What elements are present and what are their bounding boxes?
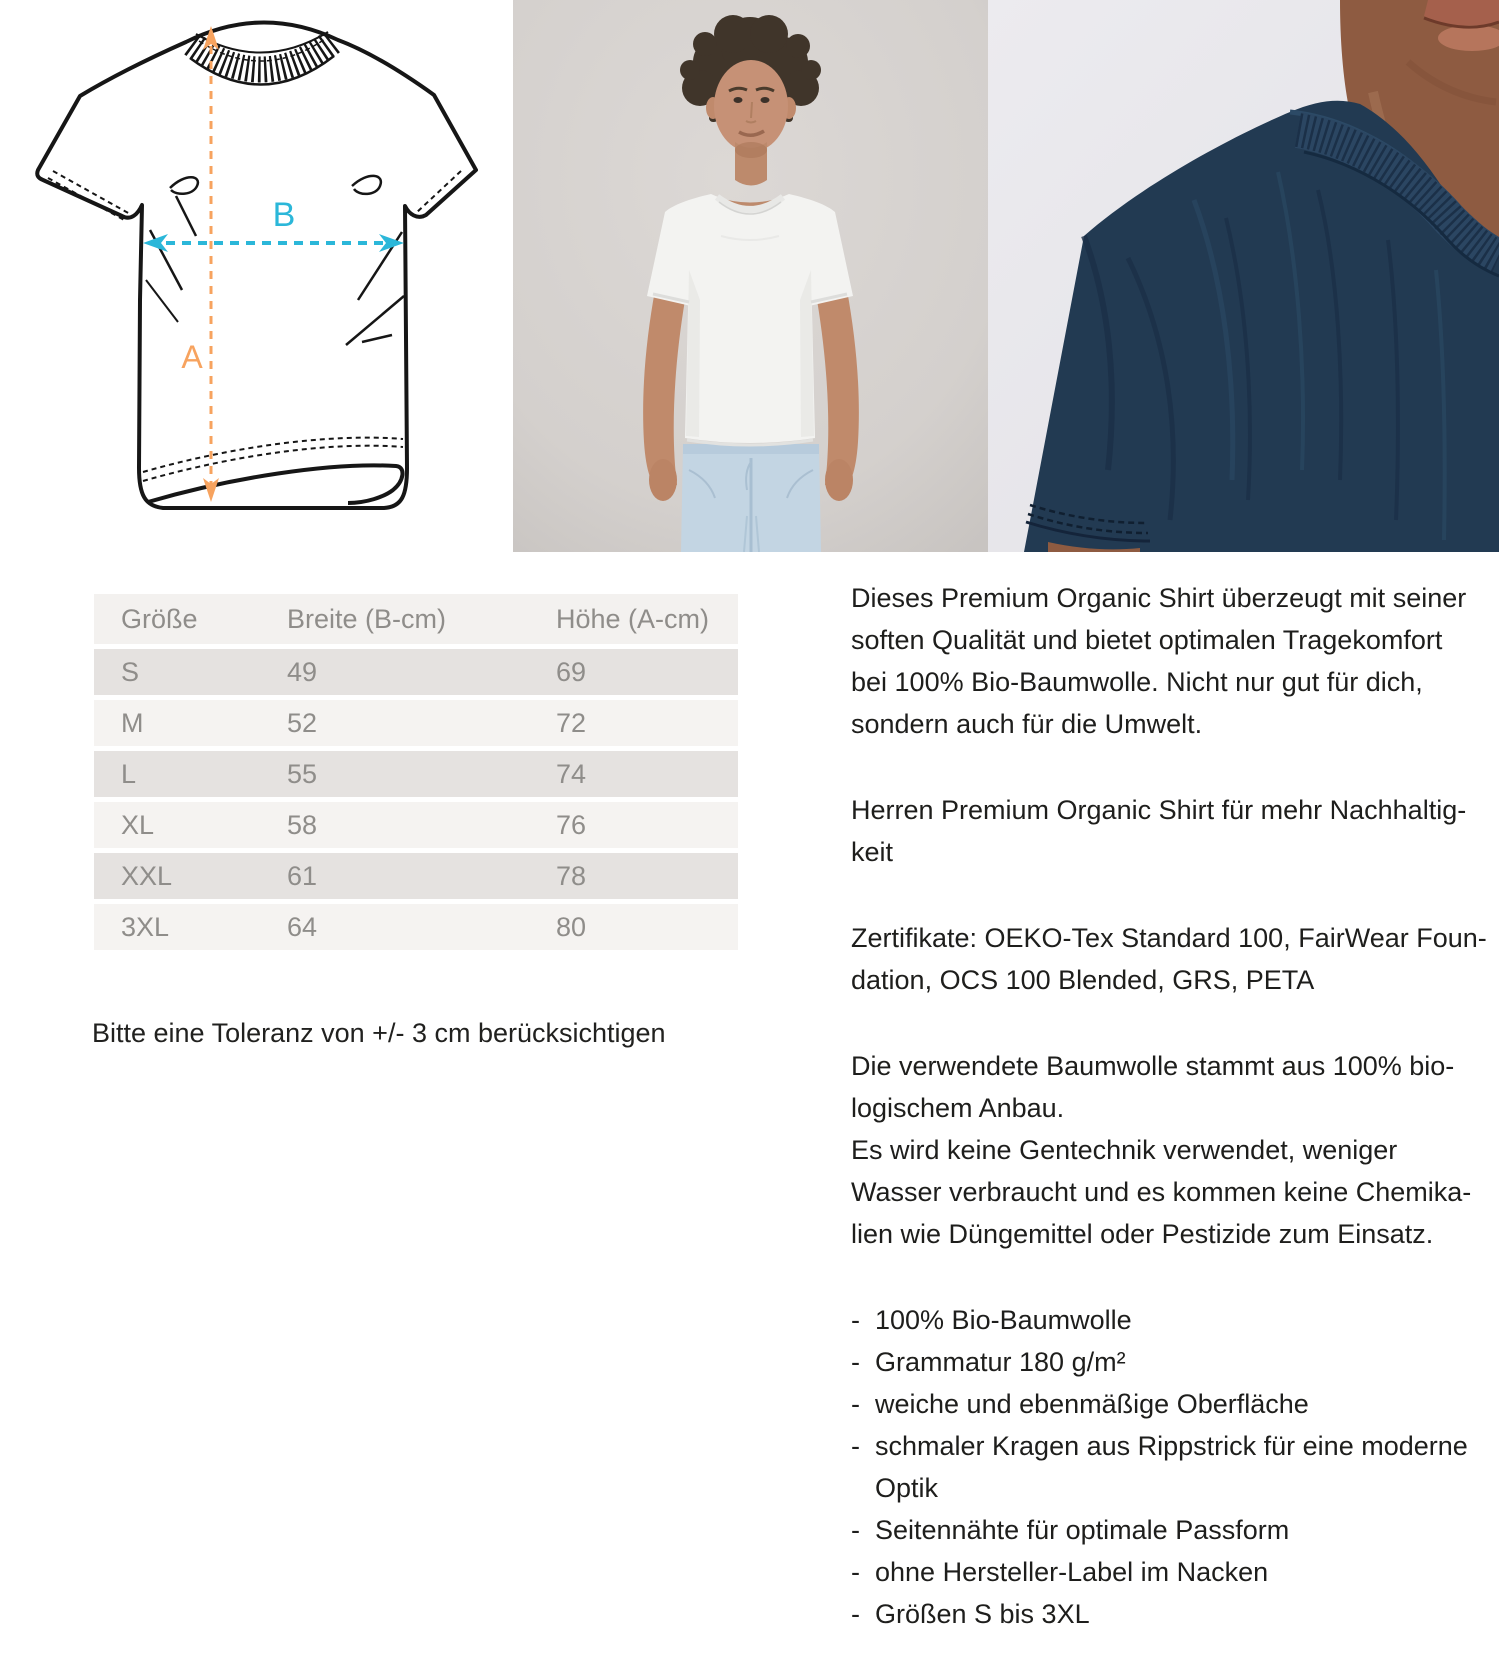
table-row [94,751,738,797]
text-line: Zertifikate: OEKO-Tex Standard 100, FairWear Foun- [851,923,1487,953]
feature-text: ohne Hersteller-Label im Nacken [875,1557,1269,1587]
feature-item [851,1593,1496,1635]
description-paragraph [851,789,1496,873]
text-line: sondern auch für die Umwelt. [851,709,1203,739]
text-line: Herren Premium Organic Shirt für mehr Nachhaltig- [851,795,1467,825]
text-line: Es wird keine Gentechnik verwendet, weniger [851,1135,1398,1165]
tshirt-line-drawing [0,0,512,552]
cell-height: 76 [556,809,587,840]
closeup-graphic [988,0,1499,552]
size-table [94,594,738,955]
bullet-dash: - [851,1515,860,1545]
cell-height: 72 [556,707,587,738]
text-line: logischem Anbau. [851,1093,1065,1123]
table-row [94,649,738,695]
cell-height: 74 [556,758,587,789]
cell-height: 69 [556,656,587,687]
cell-width: 49 [287,656,318,687]
model-photo [513,0,988,552]
size-diagram [0,0,512,552]
size-table-header [94,594,738,644]
tolerance-note: Bitte eine Toleranz von +/- 3 cm berücksichtigen [92,1018,666,1048]
feature-item [851,1425,1496,1509]
tshirt-outline [37,22,476,508]
cell-size: L [121,758,137,789]
cell-width: 58 [287,809,318,840]
feature-text: 100% Bio-Baumwolle [875,1305,1132,1335]
feature-text: Seitennähte für optimale Passform [875,1515,1290,1545]
feature-list [851,1299,1496,1635]
bullet-dash: - [851,1389,860,1419]
cell-size: M [121,707,144,738]
text-line: soften Qualität und bietet optimalen Tragekomfort [851,625,1443,655]
text-line: Die verwendete Baumwolle stammt aus 100% bio- [851,1051,1455,1081]
column-header-width: Breite (B-cm) [287,603,447,634]
bullet-dash: - [851,1599,860,1629]
cell-width: 61 [287,860,318,891]
fabric-closeup-photo [988,0,1499,552]
text-line: lien wie Düngemittel oder Pestizide zum Einsatz. [851,1219,1434,1249]
feature-item [851,1341,1496,1383]
description-paragraph [851,577,1496,745]
model-photo-graphic [513,0,988,552]
bullet-dash: - [851,1347,860,1377]
table-row [94,700,738,746]
text-line: Dieses Premium Organic Shirt überzeugt mit seiner [851,583,1467,613]
cell-size: XL [121,809,155,840]
text-line: keit [851,837,894,867]
hero-images [0,0,1499,552]
table-row [94,904,738,950]
bullet-dash: - [851,1305,860,1335]
cell-size: S [121,656,140,687]
feature-text: weiche und ebenmäßige Oberfläche [875,1389,1309,1419]
table-row [94,802,738,848]
cell-height: 80 [556,911,587,942]
table-row [94,853,738,899]
cell-width: 64 [287,911,318,942]
cell-size: 3XL [121,911,170,942]
cell-size: XXL [121,860,173,891]
cell-width: 52 [287,707,318,738]
cell-height: 78 [556,860,587,891]
product-description [851,577,1496,1635]
bullet-dash: - [851,1431,860,1461]
column-header-size: Größe [121,603,198,634]
cell-width: 55 [287,758,318,789]
description-paragraph [851,917,1496,1001]
bullet-dash: - [851,1557,860,1587]
feature-item [851,1383,1496,1425]
a-label: A [181,339,203,375]
column-header-height: Höhe (A-cm) [556,603,710,634]
feature-text: schmaler Kragen aus Rippstrick für eine moderne Optik [875,1431,1468,1503]
b-label: B [272,196,296,234]
text-line: Wasser verbraucht und es kommen keine Chemika- [851,1177,1472,1207]
description-paragraph [851,1045,1496,1255]
feature-item [851,1299,1496,1341]
feature-text: Grammatur 180 g/m² [875,1347,1126,1377]
text-line: bei 100% Bio-Baumwolle. Nicht nur gut für dich, [851,667,1423,697]
feature-item [851,1509,1496,1551]
feature-item [851,1551,1496,1593]
feature-text: Größen S bis 3XL [875,1599,1090,1629]
jeans [681,444,821,552]
text-line: dation, OCS 100 Blended, GRS, PETA [851,965,1315,995]
